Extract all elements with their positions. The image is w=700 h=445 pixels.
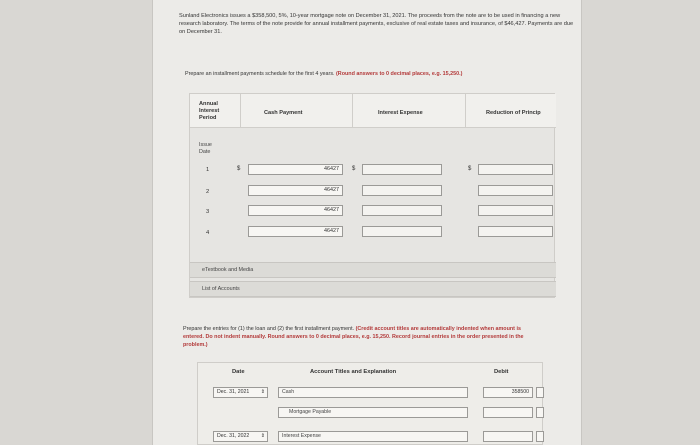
header-divider (352, 94, 353, 128)
row-period-label: 3 (206, 209, 210, 215)
interest-expense-input[interactable] (362, 226, 442, 237)
chevron-updown-icon: ⇕ (260, 433, 265, 439)
date-select[interactable] (213, 387, 268, 398)
header-divider (465, 94, 466, 128)
reduction-principal-input[interactable] (478, 185, 553, 196)
row-period-label: 4 (206, 230, 210, 236)
account-title-input[interactable]: Interest Expense (278, 431, 468, 442)
schedule-header (190, 94, 556, 128)
debit-input[interactable] (483, 431, 533, 442)
interest-expense-input[interactable] (362, 185, 442, 196)
credit-input[interactable] (536, 407, 544, 418)
date-select-value: Dec. 31, 2021 (217, 389, 250, 395)
journal-instructions (183, 325, 543, 349)
debit-input[interactable]: 358500 (483, 387, 533, 398)
header-divider (240, 94, 241, 128)
schedule-instructions (185, 70, 565, 78)
interest-expense-input[interactable] (362, 164, 442, 175)
schedule-instruction-text: Prepare an installment payments schedule for the first 4 years. (185, 71, 335, 77)
journal-header-date: Date (232, 369, 245, 375)
row-period-label: 2 (206, 189, 210, 195)
header-period: Annual Interest Period (199, 101, 220, 121)
account-title-input[interactable]: Cash (278, 387, 468, 398)
list-of-accounts-link[interactable]: List of Accounts (190, 281, 556, 297)
schedule-rounding-note: (Round answers to 0 decimal places, e.g. 15,250.) (336, 71, 463, 77)
credit-input[interactable] (536, 431, 544, 442)
journal-rounding-note: (Credit account titles are automatically indented when amount is entered. Do not indent manually. Round answers to 0 decimal places, e.g. 15,250. Record journal entries in the order presented in the problem.) (183, 326, 524, 348)
cash-payment-input[interactable]: 46427 (248, 226, 343, 237)
header-interest-expense: Interest Expense (378, 110, 423, 116)
reduction-principal-input[interactable] (478, 205, 553, 216)
debit-input[interactable] (483, 407, 533, 418)
cash-payment-input[interactable]: 46427 (248, 164, 343, 175)
issue-date-label: Issue Date (199, 142, 212, 155)
journal-instruction-text: Prepare the entries for (1) the loan and (2) the first installment payment. (183, 326, 355, 332)
cash-payment-input[interactable]: 46427 (248, 205, 343, 216)
journal-header-account: Account Titles and Explanation (310, 369, 397, 375)
problem-text: Sunland Electronics issues a $358,500, 5%, 10-year mortgage note on December 31, 2021. The proceeds from the note are to be used in financing a new research laboratory. The terms of the note provide for annual installment payments, exclusive of real estate taxes and insurance, of $46,427. Payments are due on December 31. (179, 13, 574, 35)
credit-input[interactable] (536, 387, 544, 398)
row-period-label: 1 (206, 167, 210, 173)
reduction-principal-input[interactable] (478, 226, 553, 237)
header-cash-payment: Cash Payment (264, 110, 303, 116)
header-reduction-principal: Reduction of Princip (486, 110, 541, 116)
account-title-input[interactable]: Mortgage Payable (278, 407, 468, 418)
etextbook-link[interactable]: eTextbook and Media (190, 262, 556, 278)
currency-sign: $ (237, 166, 241, 172)
problem-page (152, 0, 582, 445)
date-select[interactable] (213, 431, 268, 442)
currency-sign: $ (352, 166, 356, 172)
chevron-updown-icon: ⇕ (260, 389, 265, 395)
date-select-value: Dec. 31, 2022 (217, 433, 250, 439)
journal-header-debit: Debit (494, 369, 509, 375)
cash-payment-input[interactable]: 46427 (248, 185, 343, 196)
journal-entry-table (197, 362, 543, 445)
currency-sign: $ (468, 166, 472, 172)
installment-schedule (189, 93, 555, 298)
interest-expense-input[interactable] (362, 205, 442, 216)
reduction-principal-input[interactable] (478, 164, 553, 175)
